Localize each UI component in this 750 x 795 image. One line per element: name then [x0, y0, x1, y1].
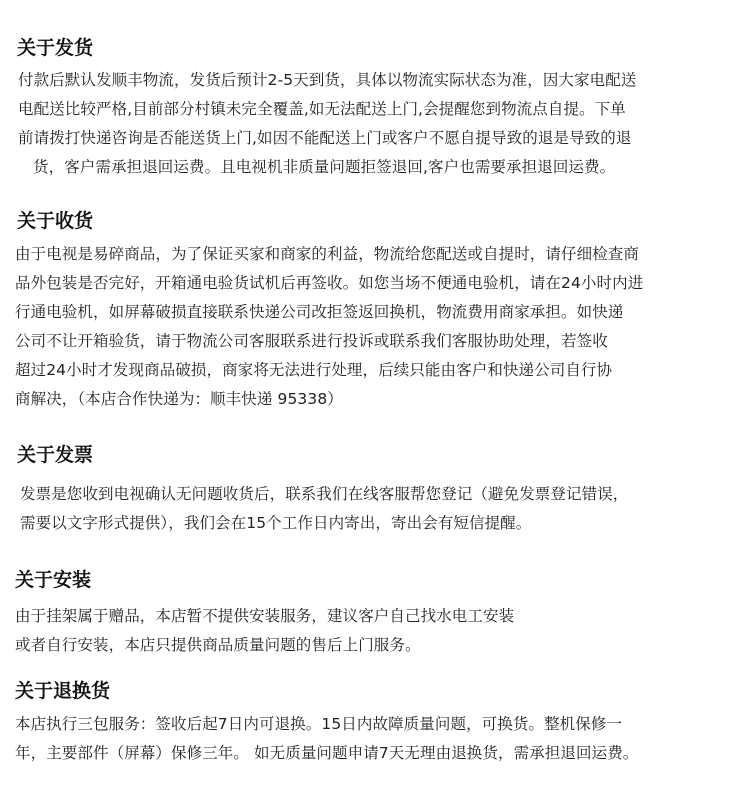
body-line: 前请拨打快递咨询是否能送货上门,如因不能配送上门或客户不愿自提导致的退是导致的退: [18, 129, 632, 147]
section-body: [15, 710, 740, 768]
body-line: 本店执行三包服务：签收后起7日内可退换。15日内故障质量问题，可换货。整机保修一: [15, 715, 623, 733]
section-heading: 关于收货: [17, 210, 94, 232]
body-line: 或者自行安装，本店只提供商品质量问题的售后上门服务。: [15, 636, 421, 654]
body-line: 品外包装是否完好，开箱通电验货试机后再签收。如您当场不便通电验机，请在24小时内进: [15, 274, 644, 292]
body-line: 公司不让开箱验货，请于物流公司客服联系进行投诉或联系我们客服协助处理，若签收: [15, 332, 608, 350]
body-line: 商解决，（本店合作快递为：顺丰快递 95338）: [15, 390, 343, 408]
section-body: [15, 240, 740, 414]
section-body: [15, 602, 735, 660]
body-line: 由于挂架属于赠品，本店暂不提供安装服务，建议客户自己找水电工安装: [15, 607, 515, 625]
body-line: 由于电视是易碎商品，为了保证买家和商家的利益，物流给您配送或自提时，请仔细检查商: [15, 245, 640, 263]
section-body: [20, 480, 735, 538]
body-line: 年，主要部件（屏幕）保修三年。 如无质量问题申请7天无理由退换货，需承担退回运费。: [15, 744, 639, 762]
body-line: 付款后默认发顺丰物流，发货后预计2-5天到货，具体以物流实际状态为准，因大家电配送: [18, 71, 637, 89]
body-line: 发票是您收到电视确认无问题收货后，联系我们在线客服帮您登记（避免发票登记错误，: [20, 485, 629, 503]
section-heading: 关于安装: [15, 569, 92, 591]
body-line: 电配送比较严格,目前部分村镇未完全覆盖,如无法配送上门,会提醒您到物流点自提。下单: [18, 100, 626, 118]
section-heading: 关于发票: [17, 444, 94, 466]
body-line: 货，客户需承担退回运费。且电视机非质量问题拒签退回,客户也需要承担退回运费。: [33, 158, 616, 176]
section-heading: 关于发货: [17, 37, 94, 59]
section-body: [18, 66, 738, 182]
body-line: 行通电验机，如屏幕破损直接联系快递公司改拒签返回换机，物流费用商家承担。如快递: [15, 303, 624, 321]
body-line: 超过24小时才发现商品破损，商家将无法进行处理，后续只能由客户和快递公司自行协: [15, 361, 613, 379]
body-line: 需要以文字形式提供），我们会在15个工作日内寄出，寄出会有短信提醒。: [20, 514, 532, 532]
section-heading: 关于退换货: [15, 680, 111, 702]
